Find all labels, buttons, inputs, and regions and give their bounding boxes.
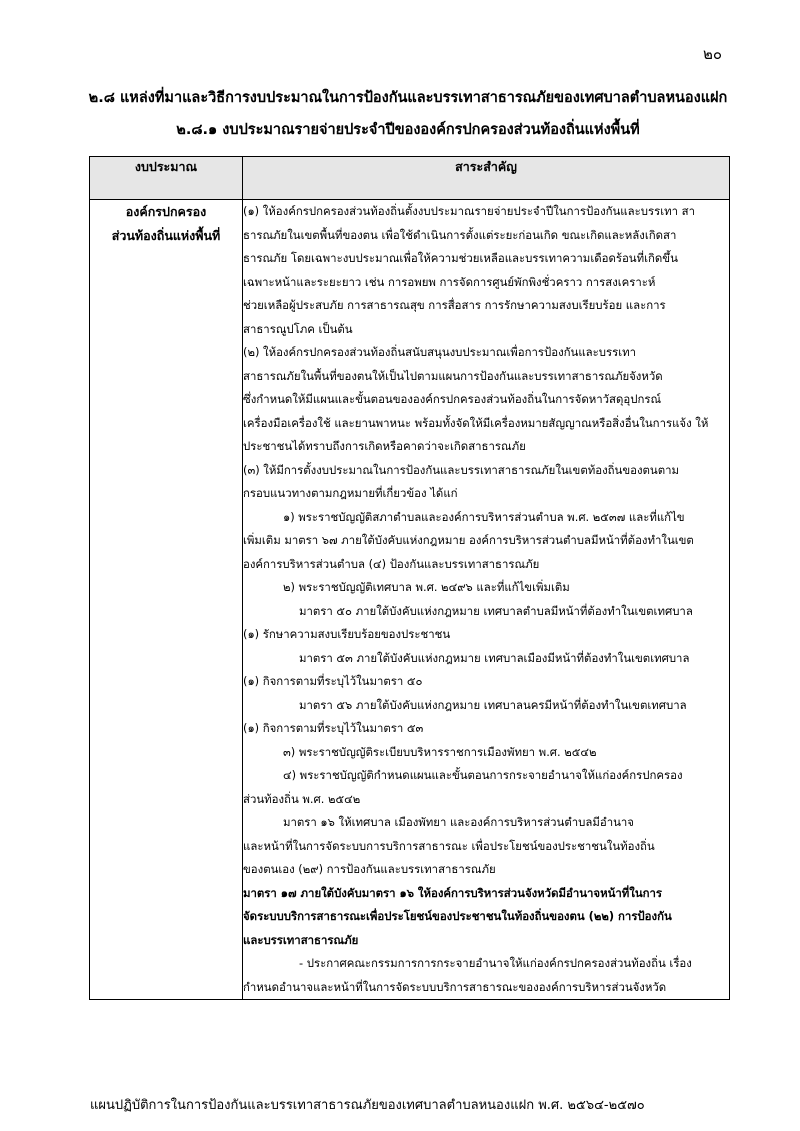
org-cell xyxy=(90,200,243,1000)
text-line: องค์การบริหารส่วนตำบล (๔) ป้องกันและบรรเทาสาธารณภัย xyxy=(243,556,540,571)
text-line: (๑) กิจการตามที่ระบุไว้ในมาตรา ๕๓ xyxy=(243,721,424,735)
text-line: เพิ่มเติม มาตรา ๖๗ ภายใต้บังคับแห่งกฎหมาย องค์การบริหารส่วนตำบลมีหน้าที่ต้องทำในเขต xyxy=(243,533,694,547)
subsection-heading: ๒.๘.๑ งบประมาณรายจ่ายประจำปีขององค์กรปกครองส่วนท้องถิ่นแห่งพื้นที่ xyxy=(176,122,640,138)
table-header-row xyxy=(90,157,730,200)
page-number: ๒๐ xyxy=(702,45,722,63)
org-label-line-1: องค์กรปกครอง xyxy=(125,204,207,219)
text-line: และบรรเทาสาธารณภัย xyxy=(243,932,359,947)
text-line: (๑) รักษาความสงบเรียบร้อยของประชาชน xyxy=(243,627,451,641)
section-heading: ๒.๘ แหล่งที่มาและวิธีการงบประมาณในการป้องกันและบรรเทาสาธารณภัยของเทศบาลตำบลหนองแฝก xyxy=(88,90,728,106)
text-line: ช่วยเหลือผู้ประสบภัย การสาธารณสุข การสื่อสาร การรักษาความสงบเรียบร้อย และการ xyxy=(243,298,666,312)
text-line: ซึ่งกำหนดให้มีแผนและขั้นตอนขององค์กรปกครองส่วนท้องถิ่นในการจัดหาวัสดุอุปกรณ์ xyxy=(243,392,662,406)
text-line: กรอบแนวทางตามกฎหมายที่เกี่ยวข้อง ได้แก่ xyxy=(243,486,458,500)
text-line: ๑) พระราชบัญญัติสภาตำบลและองค์การบริหารส่วนตำบล พ.ศ. ๒๕๓๗ และที่แก้ไข xyxy=(283,509,685,524)
text-line: สาธารณภัยในพื้นที่ของตนให้เป็นไปตามแผนการป้องกันและบรรเทาสาธารณภัยจังหวัด xyxy=(243,368,663,383)
text-line: ธารณภัยในเขตพื้นที่ของตน เพื่อใช้ดำเนินการตั้งแต่ระยะก่อนเกิด ขณะเกิดและหลังเกิดสา xyxy=(243,227,677,242)
text-line: เฉพาะหน้าและระยะยาว เช่น การอพยพ การจัดการศูนย์พักพิงชั่วคราว การสงเคราะห์ xyxy=(243,274,656,289)
text-line: (๑) กิจการตามที่ระบุไว้ในมาตรา ๕๐ xyxy=(243,674,423,688)
text-line: มาตรา ๕๖ ภายใต้บังคับแห่งกฎหมาย เทศบาลนครมีหน้าที่ต้องทำในเขตเทศบาล xyxy=(299,697,687,712)
text-line: ของตนเอง (๒๙) การป้องกันและบรรเทาสาธารณภัย xyxy=(243,862,496,876)
page-footer: แผนปฏิบัติการในการป้องกันและบรรเทาสาธารณภัยของเทศบาลตำบลหนองแฝก พ.ศ. ๒๕๖๔-๒๕๗๐ xyxy=(90,1098,645,1113)
text-line: มาตรา ๕๓ ภายใต้บังคับแห่งกฎหมาย เทศบาลเมืองมีหน้าที่ต้องทำในเขตเทศบาล xyxy=(299,650,690,665)
text-line: (๑) ให้องค์กรปกครองส่วนท้องถิ่นตั้งงบประมาณรายจ่ายประจำปีในการป้องกันและบรรเทา สา xyxy=(243,204,695,218)
org-label-line-2: ส่วนท้องถิ่นแห่งพื้นที่ xyxy=(111,227,221,243)
table-row xyxy=(90,200,730,1000)
text-line: ประชาชนได้ทราบถึงการเกิดหรือคาดว่าจะเกิดสาธารณภัย xyxy=(243,439,526,453)
text-line: มาตรา ๑๖ ให้เทศบาล เมืองพัทยา และองค์การบริหารส่วนตำบลมีอำนาจ xyxy=(283,815,634,829)
text-line: (๓) ให้มีการตั้งงบประมาณในการป้องกันและบรรเทาสาธารณภัยในเขตท้องถิ่นของตนตาม xyxy=(243,462,680,477)
budget-table xyxy=(89,156,730,1000)
text-line: ส่วนท้องถิ่น พ.ศ. ๒๕๔๒ xyxy=(243,791,361,806)
budget-column-header: งบประมาณ xyxy=(90,157,243,200)
text-line: มาตรา ๕๐ ภายใต้บังคับแห่งกฎหมาย เทศบาลตำบลมีหน้าที่ต้องทำในเขตเทศบาล xyxy=(299,603,693,618)
text-line: ธารณภัย โดยเฉพาะงบประมาณเพื่อให้ความช่วยเหลือและบรรเทาความเดือดร้อนที่เกิดขึ้น xyxy=(243,251,678,265)
text-line: ๔) พระราชบัญญัติกำหนดแผนและขั้นตอนการกระจายอำนาจให้แก่องค์กรปกครอง xyxy=(283,768,683,782)
text-line: - ประกาศคณะกรรมการการกระจายอำนาจให้แก่องค์กรปกครองส่วนท้องถิ่น เรื่อง xyxy=(299,956,692,970)
text-line: (๒) ให้องค์กรปกครองส่วนท้องถิ่นสนับสนุนงบประมาณเพื่อการป้องกันและบรรเทา xyxy=(243,345,637,359)
text-line: สาธารณูปโภค เป็นต้น xyxy=(243,321,353,336)
text-line: เครื่องมือเครื่องใช้ และยานพาหนะ พร้อมทั้งจัดให้มีเครื่องหมายสัญญาณหรือสิ่งอื่นในการแจ้ง ให้ xyxy=(243,415,709,430)
text-line: ๒) พระราชบัญญัติเทศบาล พ.ศ. ๒๔๙๖ และที่แก้ไขเพิ่มเติม xyxy=(283,580,570,594)
text-line: ๓) พระราชบัญญัติระเบียบบริหารราชการเมืองพัทยา พ.ศ. ๒๕๔๒ xyxy=(283,744,597,759)
essence-cell xyxy=(243,200,730,1000)
text-line: มาตรา ๑๗ ภายใต้บังคับมาตรา ๑๖ ให้องค์การบริหารส่วนจังหวัดมีอำนาจหน้าที่ในการ xyxy=(243,885,663,900)
essence-column-header: สาระสำคัญ xyxy=(243,157,730,200)
text-line: กำหนดอำนาจและหน้าที่ในการจัดระบบบริการสาธารณะขององค์การบริหารส่วนจังหวัด xyxy=(243,979,667,994)
text-line: และหน้าที่ในการจัดระบบการบริการสาธารณะ เพื่อประโยชน์ของประชาชนในท้องถิ่น xyxy=(243,838,655,853)
text-line: จัดระบบบริการสาธารณะเพื่อประโยชน์ของประชาชนในท้องถิ่นของตน (๒๒) การป้องกัน xyxy=(243,909,672,923)
